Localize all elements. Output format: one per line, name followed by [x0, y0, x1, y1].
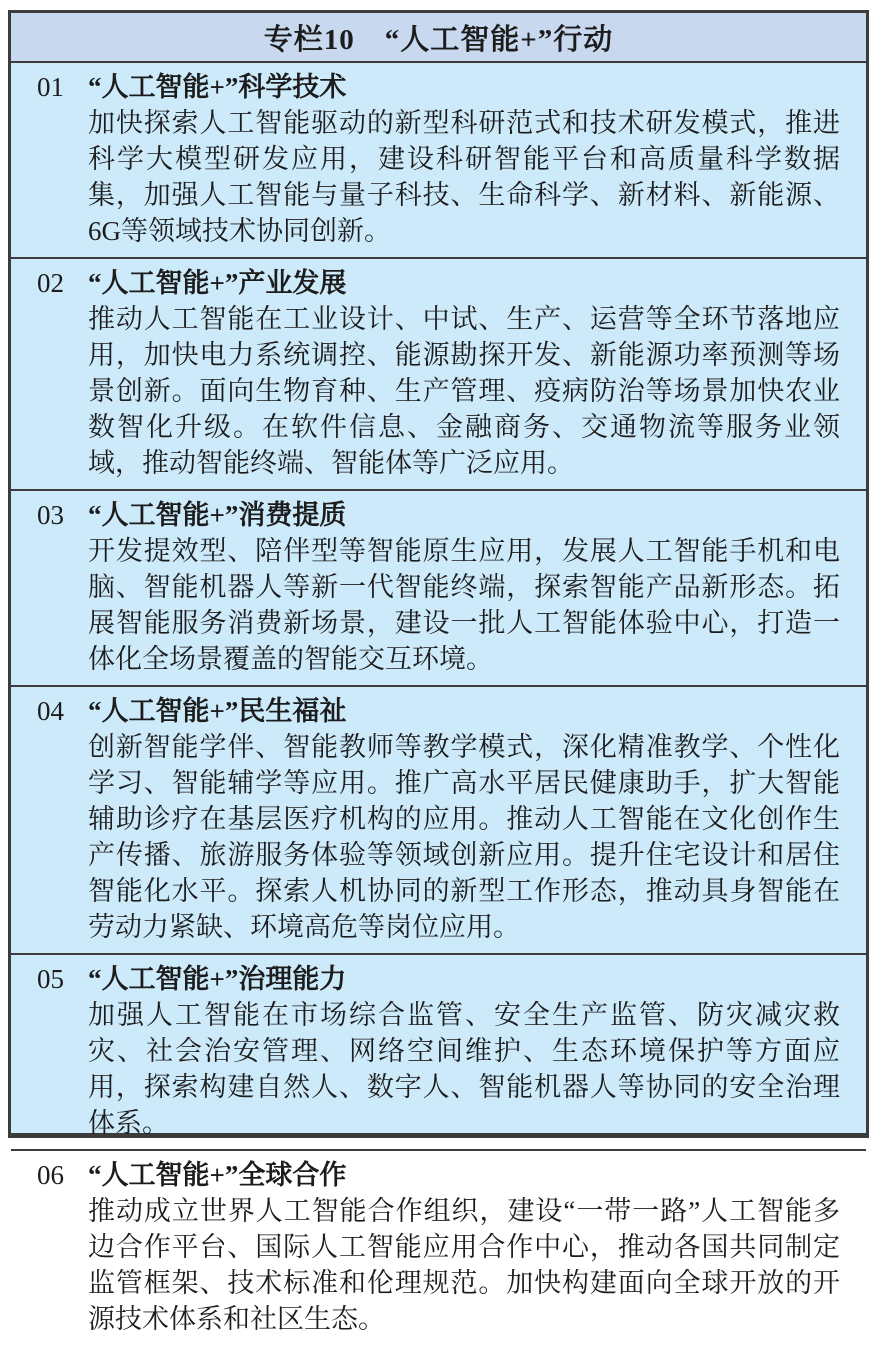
- section-body: 加强人工智能在市场综合监管、安全生产监管、防灾减灾救灾、社会治安管理、网络空间维护、生态环境保护等方面应用，探索构建自然人、数字人、智能机器人等协同的安全治理体系。: [88, 1000, 840, 1138]
- section-05: [11, 953, 866, 1149]
- section-number: 02: [37, 268, 64, 298]
- section-number: 03: [37, 500, 64, 530]
- section-02: [11, 257, 866, 489]
- section-06: [11, 1149, 866, 1345]
- section-04: [11, 685, 866, 953]
- section-01: [11, 63, 866, 257]
- section-body: 创新智能学伴、智能教师等教学模式，深化精准教学、个性化学习、智能辅学等应用。推广高水平居民健康助手，扩大智能辅助诊疗在基层医疗机构的应用。推动人工智能在文化创作生产传播、旅游服务体验等领域创新应用。提升住宅设计和居住智能化水平。探索人机协同的新型工作形态，推动具身智能在劳动力紧缺、环境高危等岗位应用。: [88, 732, 840, 942]
- section-03: [11, 489, 866, 685]
- section-body: 开发提效型、陪伴型等智能原生应用，发展人工智能手机和电脑、智能机器人等新一代智能终端，探索智能产品新形态。拓展智能服务消费新场景，建设一批人工智能体验中心，打造一体化全场景覆盖的智能交互环境。: [88, 536, 840, 674]
- section-number: 01: [37, 72, 64, 102]
- column-panel: [8, 10, 869, 1334]
- section-number: 05: [37, 964, 64, 994]
- section-body: 加快探索人工智能驱动的新型科研范式和技术研发模式，推进科学大模型研发应用，建设科研智能平台和高质量科学数据集，加强人工智能与量子科技、生命科学、新材料、新能源、6G等领域技术协同创新。: [88, 108, 840, 246]
- section-heading: “人工智能+”全球合作: [88, 1160, 347, 1190]
- section-heading: “人工智能+”治理能力: [88, 964, 347, 994]
- section-heading: “人工智能+”消费提质: [88, 500, 347, 530]
- section-number: 06: [37, 1160, 64, 1190]
- panel-header: [11, 13, 866, 63]
- section-body: 推动人工智能在工业设计、中试、生产、运营等全环节落地应用，加快电力系统调控、能源勘探开发、新能源功率预测等场景创新。面向生物育种、生产管理、疫病防治等场景加快农业数智化升级。在软件信息、金融商务、交通物流等服务业领域，推动智能终端、智能体等广泛应用。: [88, 304, 840, 478]
- section-number: 04: [37, 696, 64, 726]
- section-heading: “人工智能+”民生福祉: [88, 696, 347, 726]
- panel-title: 专栏10 “人工智能+”行动: [263, 23, 614, 56]
- section-body: 推动成立世界人工智能合作组织，建设“一带一路”人工智能多边合作平台、国际人工智能应用合作中心，推动各国共同制定监管框架、技术标准和伦理规范。加快构建面向全球开放的开源技术体系和社区生态。: [88, 1196, 840, 1334]
- section-heading: “人工智能+”产业发展: [88, 268, 347, 298]
- section-heading: “人工智能+”科学技术: [88, 72, 347, 102]
